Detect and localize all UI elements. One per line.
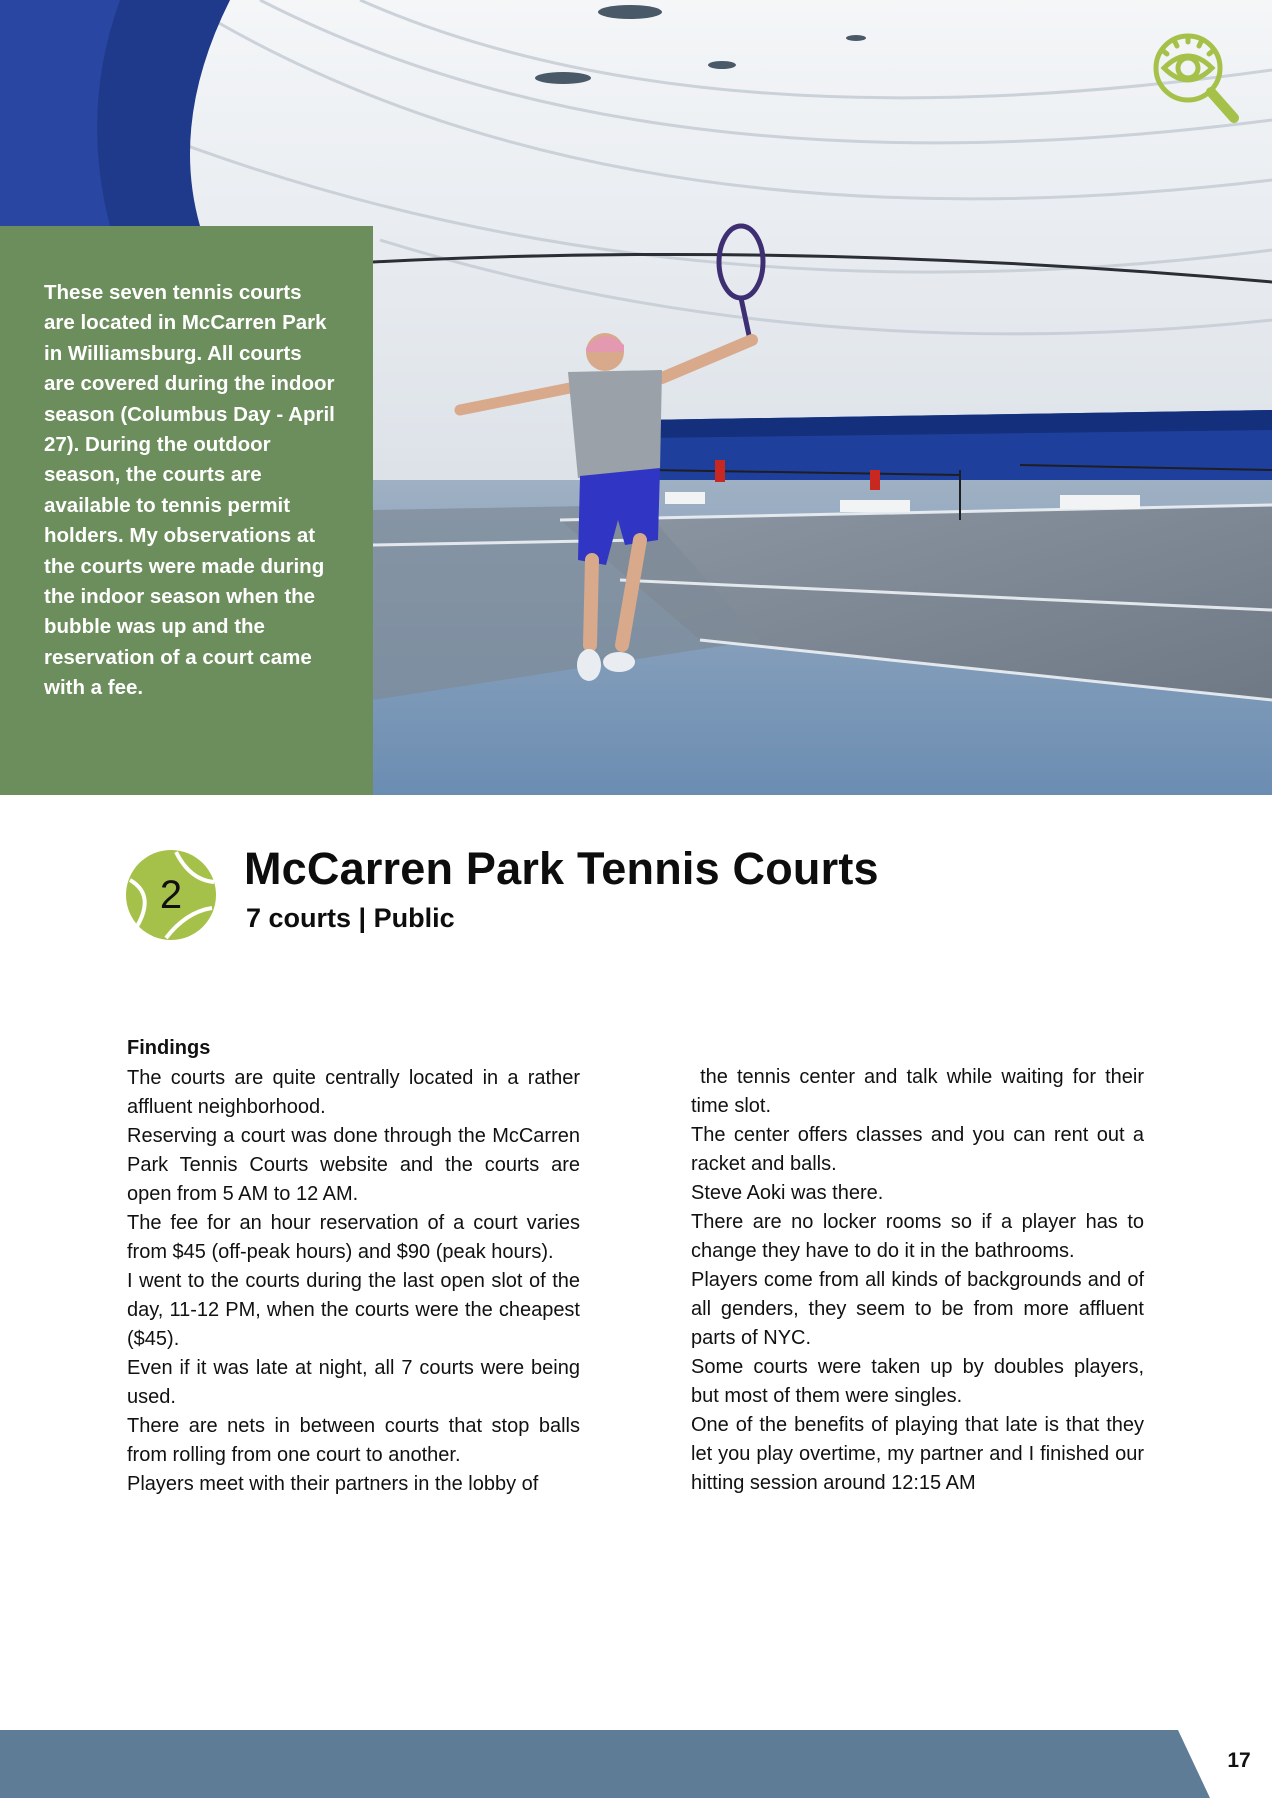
- finding-paragraph: Even if it was late at night, all 7 courts were being used.: [127, 1357, 580, 1408]
- finding-paragraph: The courts are quite centrally located in a rather affluent neighborhood.: [127, 1067, 580, 1118]
- intro-text: These seven tennis courts are located in McCarren Park in Williamsburg. All courts are covered during the indoor season (Columbus Day - April 27). During the outdoor season, the courts are available to tennis permit holders. My observations at the courts were made during the indoor season when the bubble was up and the reservation of a court came with a fee.: [44, 281, 335, 700]
- finding-paragraph: Players come from all kinds of backgrounds and of all genders, they seem to be from more affluent parts of NYC.: [691, 1269, 1144, 1349]
- findings-right-column: [691, 1063, 1150, 1498]
- finding-paragraph: The fee for an hour reservation of a court varies from $45 (off-peak hours) and $90 (peak hours).: [127, 1212, 580, 1263]
- finding-paragraph: There are no locker rooms so if a player has to change they have to do it in the bathrooms.: [691, 1211, 1144, 1262]
- finding-paragraph: the tennis center and talk while waiting for their time slot.: [691, 1066, 1150, 1117]
- findings-left-column: [127, 1064, 580, 1499]
- findings-heading: Findings: [127, 1037, 211, 1059]
- intro-box: [0, 226, 373, 795]
- finding-paragraph: Some courts were taken up by doubles players, but most of them were singles.: [691, 1356, 1144, 1407]
- finding-paragraph: Reserving a court was done through the McCarren Park Tennis Courts website and the courts are open from 5 AM to 12 AM.: [127, 1125, 580, 1205]
- finding-paragraph: I went to the courts during the last open slot of the day, 11-12 PM, when the courts were the cheapest ($45).: [127, 1270, 580, 1350]
- page-number: 17: [1227, 1749, 1251, 1772]
- page-subtitle: 7 courts | Public: [246, 903, 455, 933]
- finding-paragraph: Steve Aoki was there.: [691, 1182, 884, 1204]
- page-title: McCarren Park Tennis Courts: [244, 843, 879, 894]
- finding-paragraph: There are nets in between courts that stop balls from rolling from one court to another.: [127, 1415, 580, 1466]
- section-number: 2: [159, 872, 183, 917]
- finding-paragraph: The center offers classes and you can rent out a racket and balls.: [691, 1124, 1144, 1175]
- finding-paragraph: One of the benefits of playing that late is that they let you play overtime, my partner and I finished our hitting session around 12:15 AM: [691, 1414, 1144, 1494]
- finding-paragraph: Players meet with their partners in the lobby of: [127, 1473, 539, 1495]
- eye-magnifier-icon: [1146, 28, 1246, 128]
- footer-bar: [0, 1730, 1272, 1798]
